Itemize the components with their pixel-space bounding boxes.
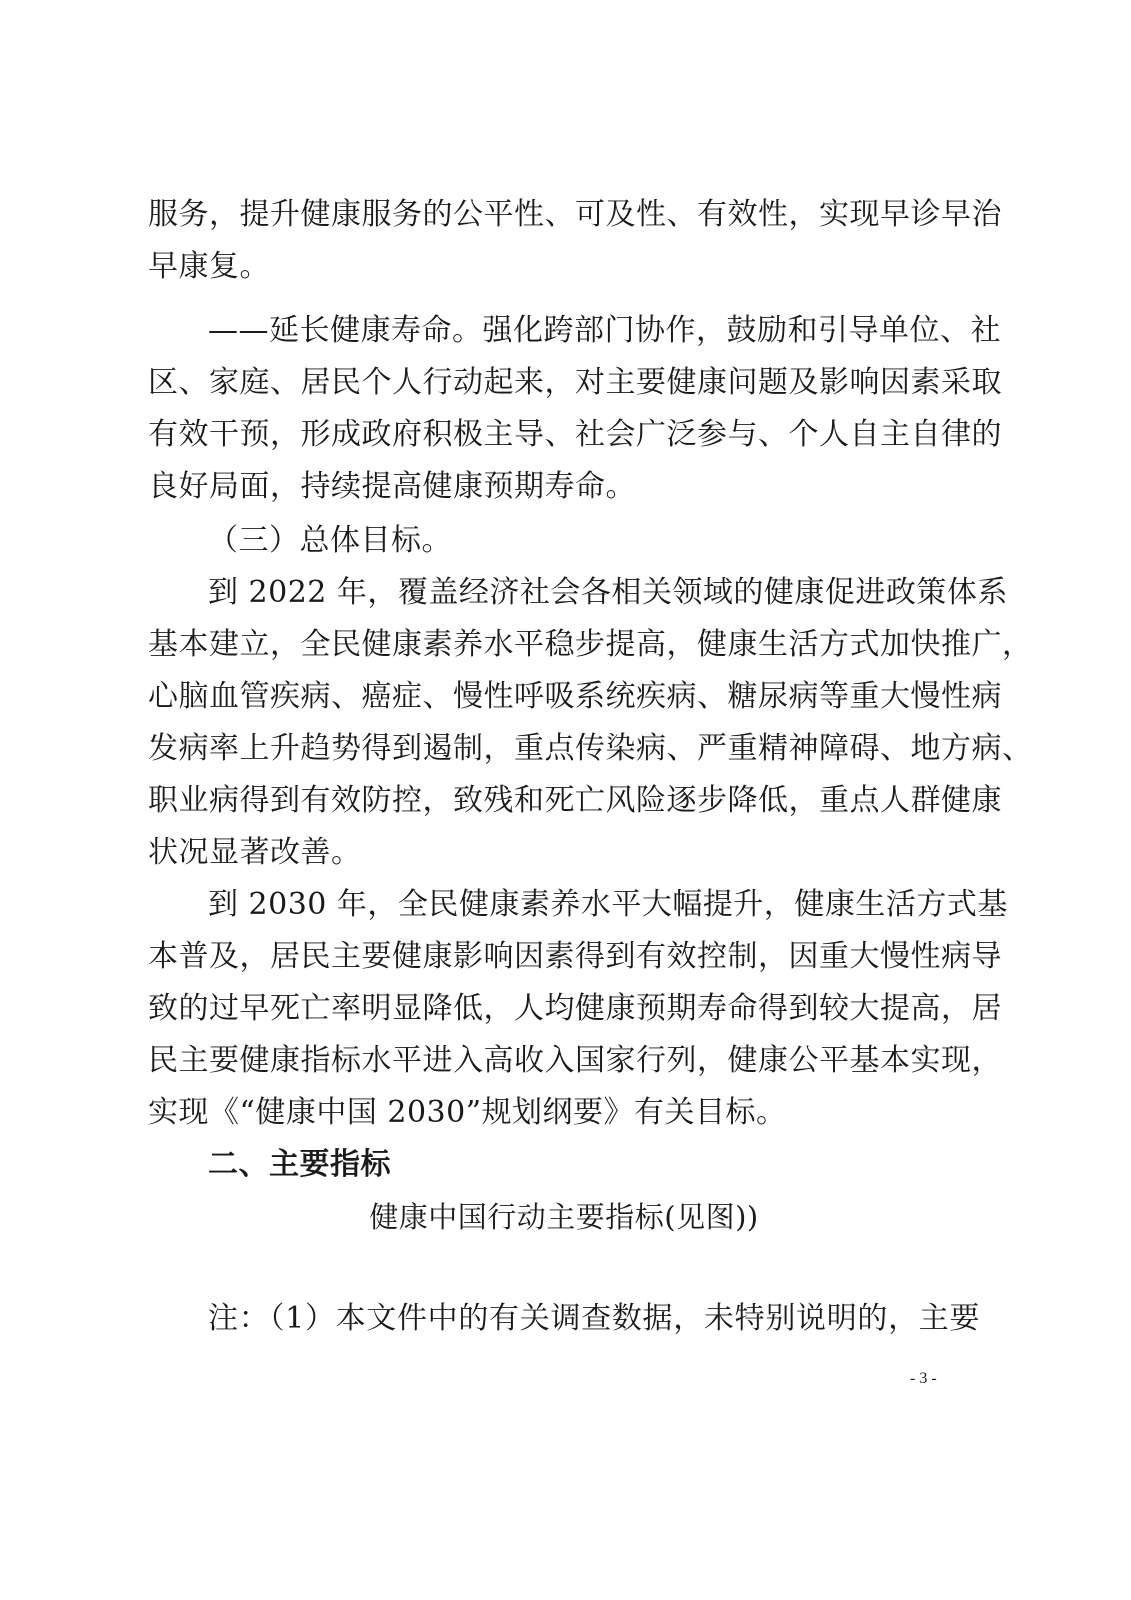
paragraph-line: 职业病得到有效防控，致残和死亡风险逐步降低，重点人群健康 [148,783,1002,818]
paragraph-line: 致的过早死亡率明显降低，人均健康预期寿命得到较大提高，居 [148,991,1002,1026]
page-number: - 3 - [910,1370,937,1387]
paragraph-line: ——延长健康寿命。强化跨部门协作，鼓励和引导单位、社 [208,313,1001,348]
paragraph-line: 发病率上升趋势得到遏制，重点传染病、严重精神障碍、地方病、 [148,731,1033,766]
paragraph-line: 本普及，居民主要健康影响因素得到有效控制，因重大慢性病导 [148,939,1002,974]
paragraph-line: 服务，提升健康服务的公平性、可及性、有效性，实现早诊早治 [148,197,1002,232]
paragraph-line: 到 2022 年，覆盖经济社会各相关领域的健康促进政策体系 [208,575,1008,610]
paragraph-line: 心脑血管疾病、癌症、慢性呼吸系统疾病、糖尿病等重大慢性病 [148,679,1002,714]
section-heading: （三）总体目标。 [208,523,452,558]
paragraph-line: 到 2030 年，全民健康素养水平大幅提升，健康生活方式基 [208,887,1008,922]
paragraph-line: 区、家庭、居民个人行动起来，对主要健康问题及影响因素采取 [148,365,1002,400]
paragraph-line: 民主要健康指标水平进入高收入国家行列，健康公平基本实现， [148,1043,1002,1078]
note-line: 注：（1）本文件中的有关调查数据，未特别说明的，主要 [208,1301,980,1336]
paragraph-line: 实现《“健康中国 2030”规划纲要》有关目标。 [148,1095,787,1130]
paragraph-line: 状况显著改善。 [148,835,362,870]
paragraph-line: 早康复。 [148,249,270,284]
paragraph-line: 有效干预，形成政府积极主导、社会广泛参与、个人自主自律的 [148,417,1002,452]
paragraph-line: 基本建立，全民健康素养水平稳步提高，健康生活方式加快推广， [148,627,1033,662]
paragraph-line: 良好局面，持续提高健康预期寿命。 [148,469,636,504]
figure-caption: 健康中国行动主要指标(见图)) [369,1200,759,1234]
section-heading-bold: 二、主要指标 [208,1147,391,1182]
